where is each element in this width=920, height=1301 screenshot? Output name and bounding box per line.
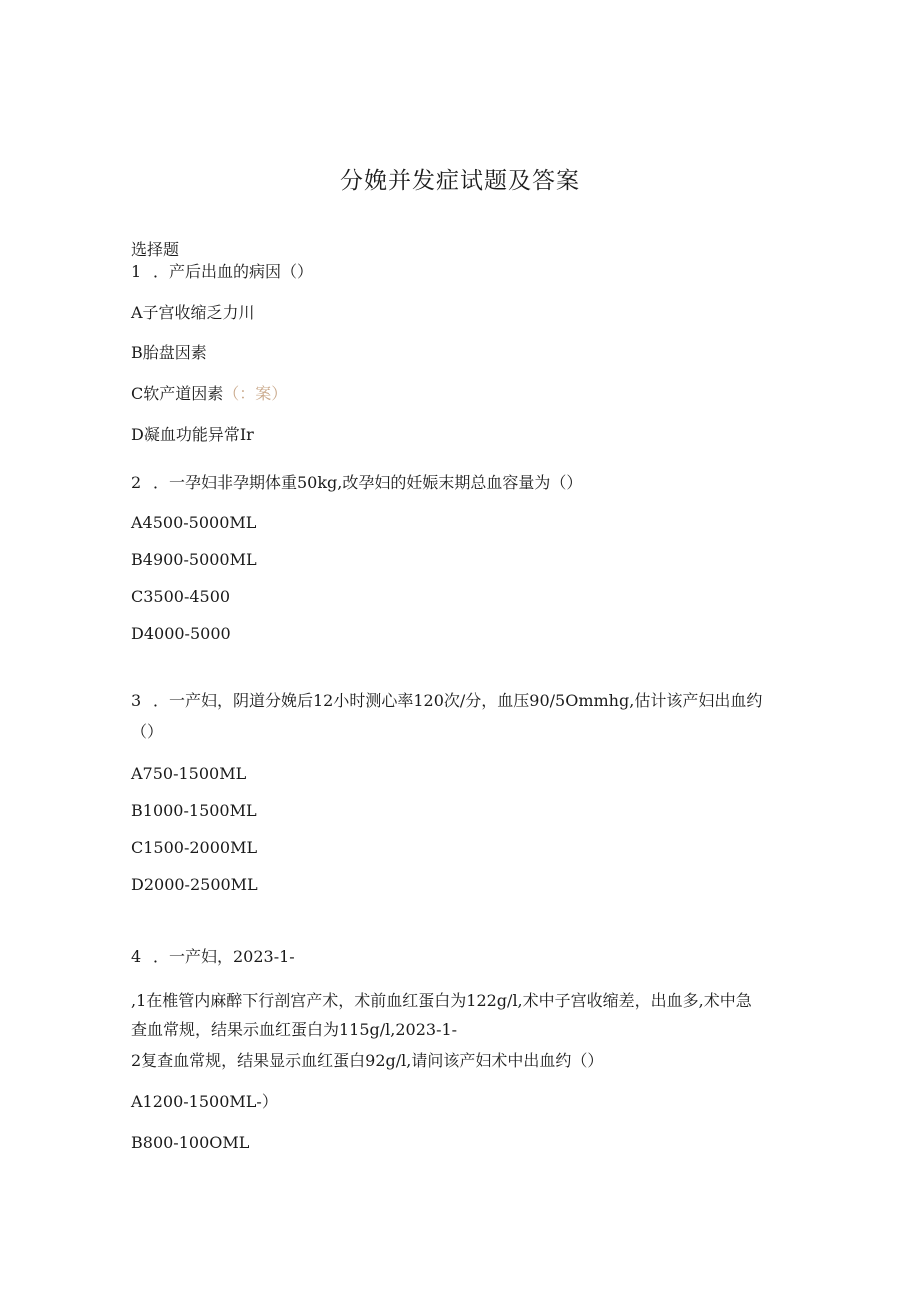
option-2b: B4900-5000ML bbox=[131, 550, 257, 569]
question-number: 4 bbox=[131, 947, 142, 966]
question-text: ．产后出血的病因（） bbox=[153, 262, 314, 281]
question-4 bbox=[131, 947, 295, 967]
option-1b: B胎盘因素 bbox=[131, 343, 207, 362]
question-text: ．一产妇，阴道分娩后12小时测心率120次/分，血压90/5Ommhg,估计该产妇出血约 bbox=[153, 691, 763, 710]
question-3-continuation: （） bbox=[131, 722, 164, 741]
question-text: ．一孕妇非孕期体重50kg,改孕妇的妊娠末期总血容量为（） bbox=[153, 473, 583, 492]
question-2 bbox=[131, 473, 582, 493]
question-4-line-4: 2复查血常规，结果显示血红蛋白92g/l,请问该产妇术中出血约（） bbox=[131, 1051, 604, 1070]
question-number: 2 bbox=[131, 473, 142, 492]
option-3a: A750-1500ML bbox=[131, 764, 247, 783]
question-3 bbox=[131, 691, 762, 711]
option-1a: A子宫收缩乏力川 bbox=[131, 303, 255, 322]
option-2a: A4500-5000ML bbox=[131, 513, 257, 532]
option-2d: D4000-5000 bbox=[131, 624, 231, 643]
question-1 bbox=[131, 262, 313, 282]
option-3b: B1000-1500ML bbox=[131, 801, 257, 820]
page-title: 分娩并发症试题及答案 bbox=[340, 168, 580, 194]
question-4-line-2: ,1在椎管内麻醉下行剖宫产术，术前血红蛋白为122g/l,术中子宫收缩差，出血多,术中急 bbox=[131, 991, 752, 1010]
answer-mark: （：案） bbox=[223, 384, 288, 403]
question-number: 1 bbox=[131, 262, 142, 281]
option-3d: D2000-2500ML bbox=[131, 875, 258, 894]
option-2c: C3500-4500 bbox=[131, 587, 231, 606]
option-3c: C1500-2000ML bbox=[131, 838, 258, 857]
option-1c bbox=[131, 384, 287, 404]
question-4-line-3: 查血常规，结果示血红蛋白为115g/l,2023-1- bbox=[131, 1020, 458, 1039]
option-text: C软产道因素 bbox=[131, 384, 224, 403]
option-1d: D凝血功能异常Ir bbox=[131, 425, 254, 444]
option-4a: A1200-1500ML-） bbox=[131, 1092, 278, 1111]
section-label: 选择题 bbox=[131, 240, 180, 259]
question-number: 3 bbox=[131, 691, 142, 710]
question-text: ．一产妇，2023-1- bbox=[153, 947, 295, 966]
option-4b: B800-100OML bbox=[131, 1133, 250, 1152]
